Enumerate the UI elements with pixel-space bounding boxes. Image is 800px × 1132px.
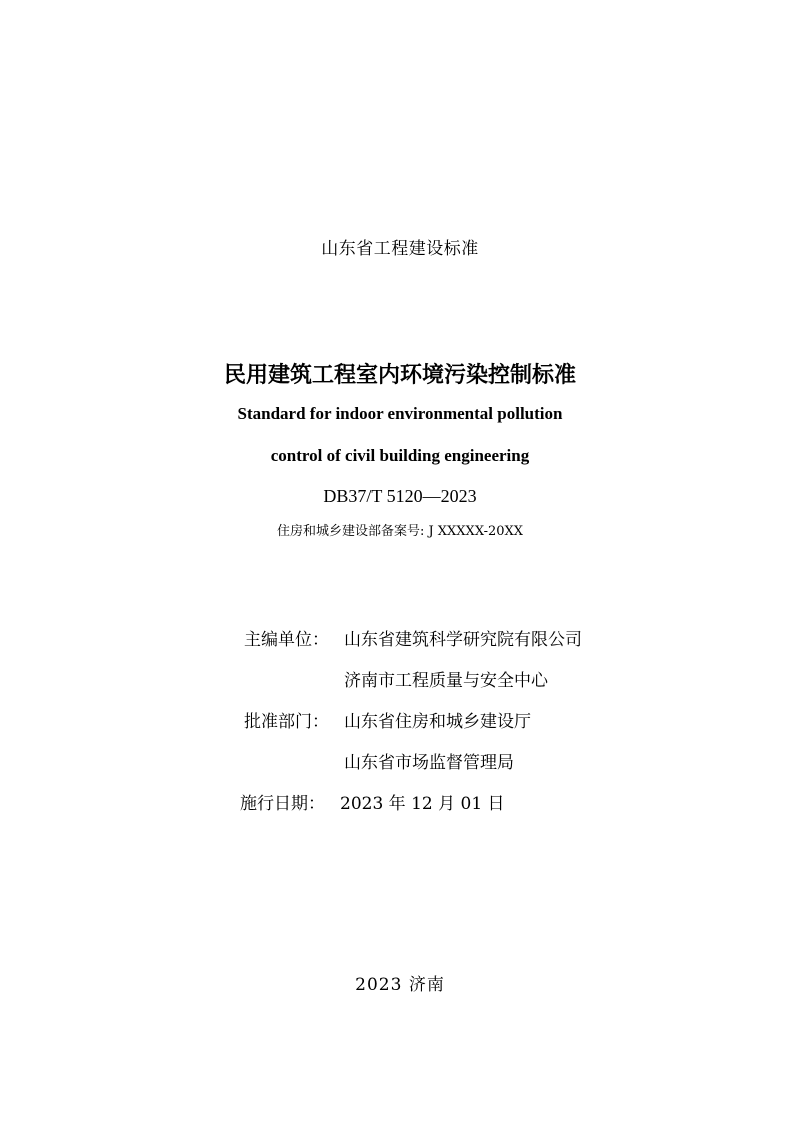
editor-row bbox=[244, 630, 582, 650]
record-number: 住房和城乡建设部备案号: J XXXXX-20XX bbox=[276, 524, 524, 539]
approver-row bbox=[244, 712, 582, 732]
editor-row-2 bbox=[244, 671, 582, 691]
publication-info bbox=[240, 630, 582, 835]
document-title-chinese: 民用建筑工程室内环境污染控制标准 bbox=[223, 363, 576, 388]
approver-label: 批准部门： bbox=[244, 712, 329, 732]
editor-secondary: 济南市工程质量与安全中心 bbox=[344, 671, 548, 691]
standard-number: DB37/T 5120—2023 bbox=[323, 486, 477, 506]
effective-date: 2023 年 12 月 01 日 bbox=[340, 794, 505, 814]
document-title-english-line-2: control of civil building engineering bbox=[270, 446, 530, 465]
effective-date-row bbox=[240, 794, 582, 814]
approver-primary: 山东省住房和城乡建设厅 bbox=[344, 712, 531, 732]
approver-secondary: 山东省市场监督管理局 bbox=[344, 753, 514, 773]
editor-label: 主编单位： bbox=[244, 630, 329, 650]
approver-row-2 bbox=[244, 753, 582, 773]
standard-series-label: 山东省工程建设标准 bbox=[321, 239, 479, 259]
editor-primary: 山东省建筑科学研究院有限公司 bbox=[344, 630, 582, 650]
effective-date-label: 施行日期： bbox=[240, 794, 325, 814]
publication-year-place: 2023 济南 bbox=[355, 975, 445, 995]
document-title-english-line-1: Standard for indoor environmental pollution bbox=[237, 404, 563, 423]
